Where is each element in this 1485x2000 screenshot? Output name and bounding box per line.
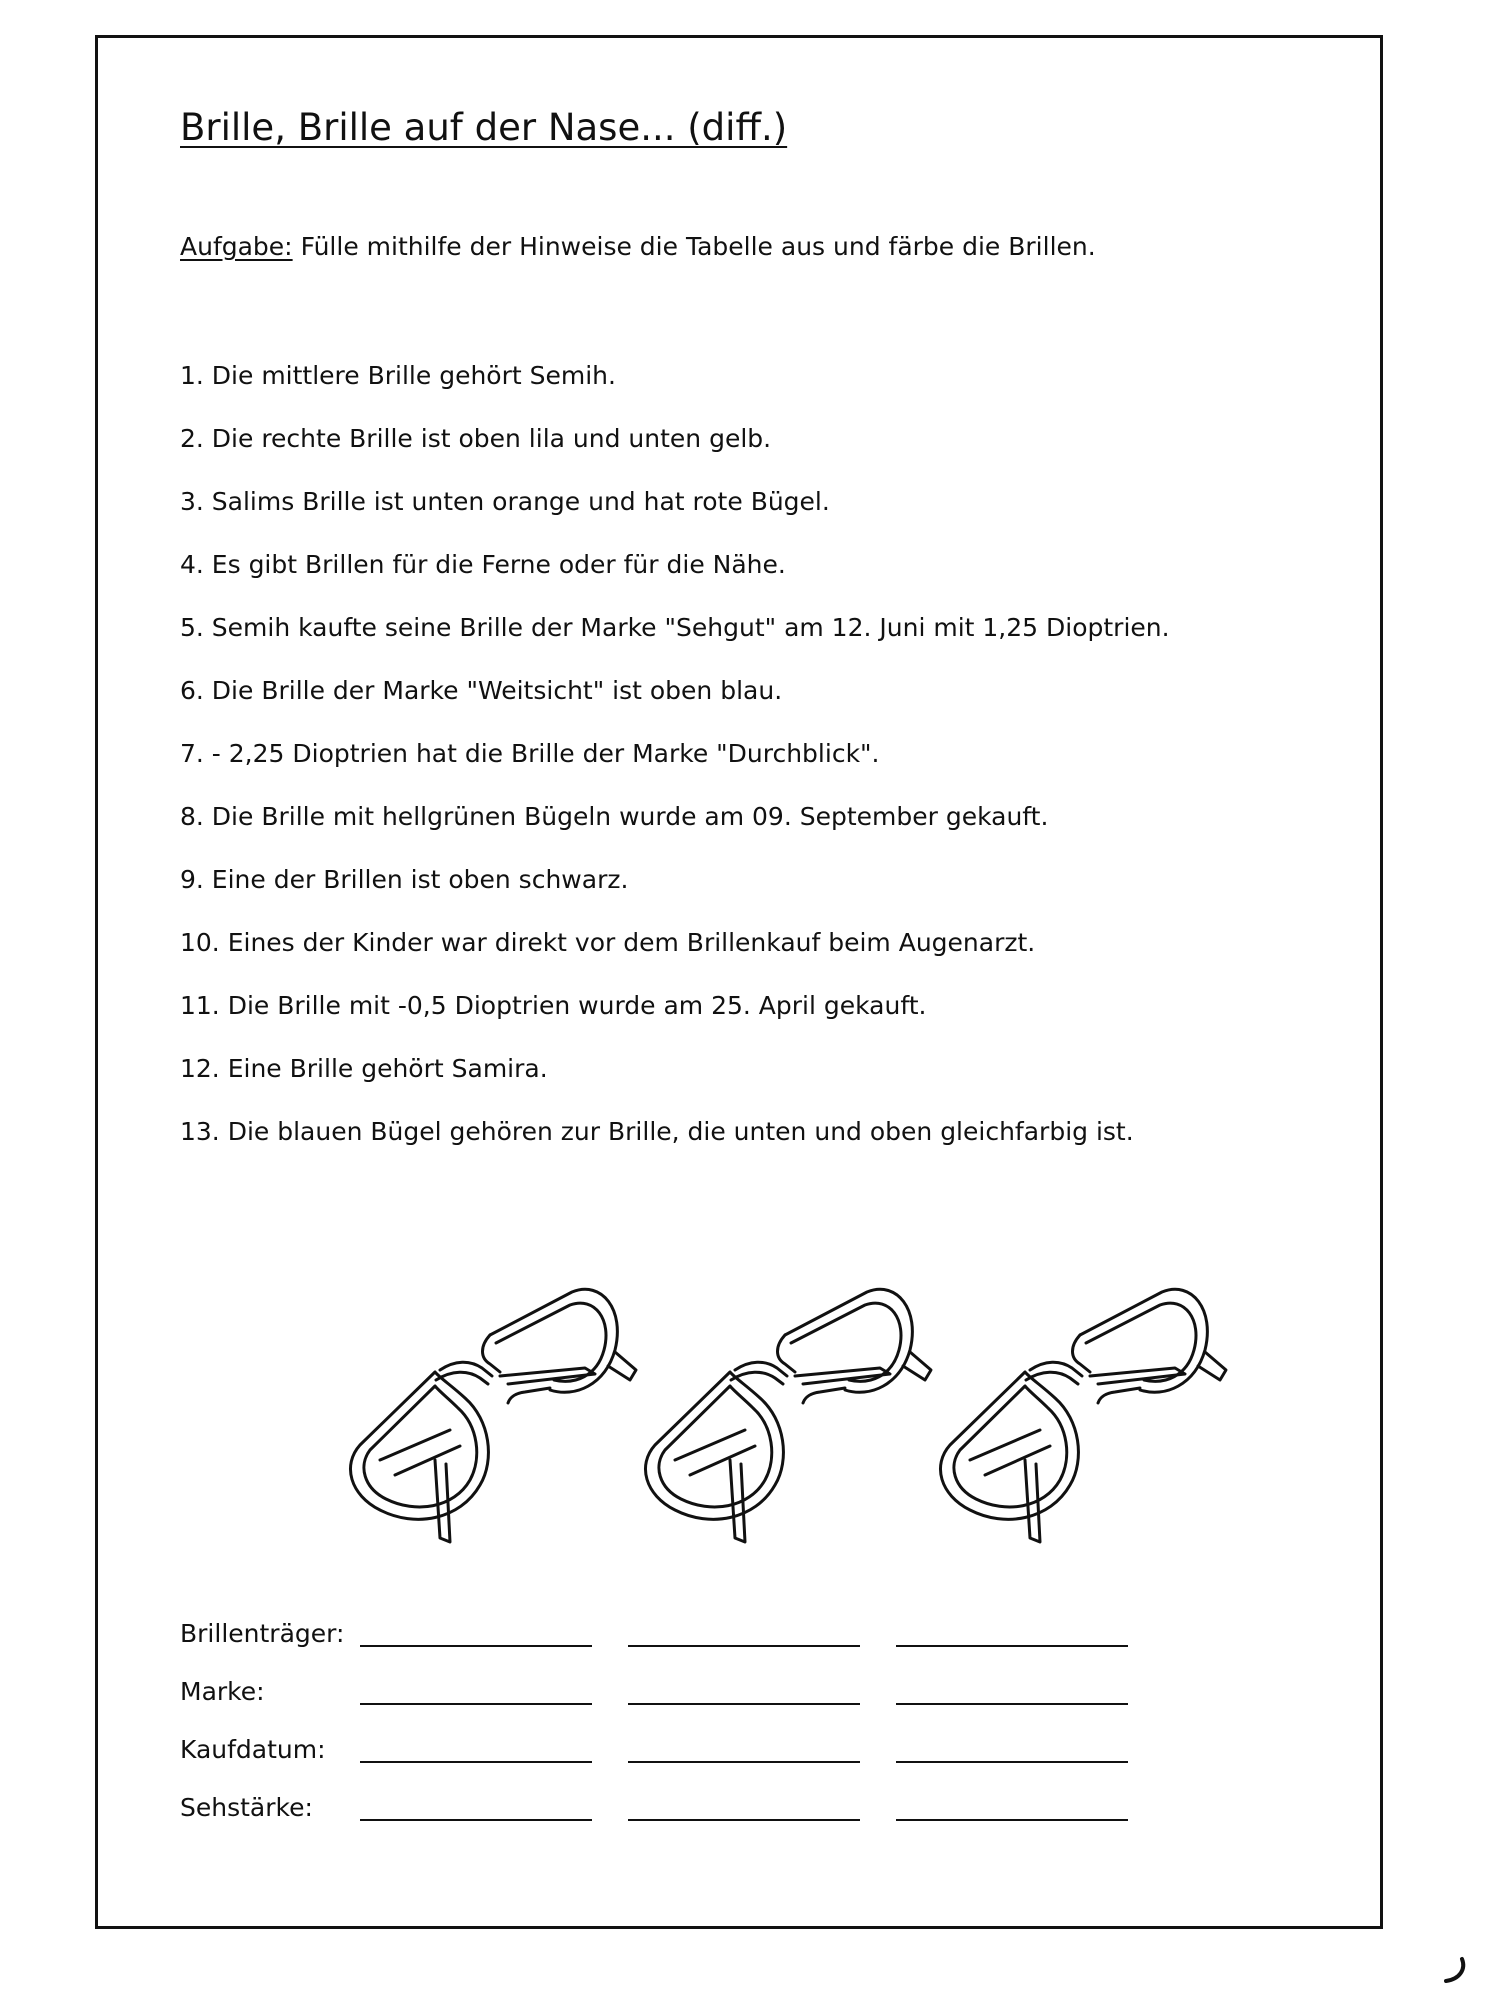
hint-item: 2. Die rechte Brille ist oben lila und unten gelb. <box>180 424 772 453</box>
page-curl-icon <box>1440 1955 1470 1985</box>
hint-item: 7. - 2,25 Dioptrien hat die Brille der Marke "Durchblick". <box>180 739 880 768</box>
answer-blank[interactable] <box>360 1819 592 1821</box>
answer-blank[interactable] <box>896 1703 1128 1705</box>
hint-item: 10. Eines der Kinder war direkt vor dem Brillenkauf beim Augenarzt. <box>180 928 1036 957</box>
answer-blank[interactable] <box>360 1645 592 1647</box>
task-instruction <box>180 232 1096 261</box>
hint-item: 5. Semih kaufte seine Brille der Marke "Sehgut" am 12. Juni mit 1,25 Dioptrien. <box>180 613 1170 642</box>
form-label: Marke: <box>180 1677 265 1706</box>
glasses-icon-middle[interactable] <box>635 1280 935 1560</box>
answer-blank[interactable] <box>628 1819 860 1821</box>
form-label: Kaufdatum: <box>180 1735 326 1764</box>
worksheet-title: Brille, Brille auf der Nase... (diff.) <box>180 106 788 149</box>
hint-item: 12. Eine Brille gehört Samira. <box>180 1054 548 1083</box>
hint-item: 8. Die Brille mit hellgrünen Bügeln wurde am 09. September gekauft. <box>180 802 1049 831</box>
answer-blank[interactable] <box>360 1761 592 1763</box>
form-label: Sehstärke: <box>180 1793 313 1822</box>
hint-list <box>180 358 1170 1177</box>
task-label: Aufgabe: <box>180 232 293 261</box>
glasses-row <box>340 1280 1260 1560</box>
hint-item: 13. Die blauen Bügel gehören zur Brille, die unten und oben gleichfarbig ist. <box>180 1117 1134 1146</box>
hint-item: 4. Es gibt Brillen für die Ferne oder für die Nähe. <box>180 550 786 579</box>
glasses-icon-left[interactable] <box>340 1280 640 1560</box>
hint-item: 6. Die Brille der Marke "Weitsicht" ist oben blau. <box>180 676 783 705</box>
answer-blank[interactable] <box>896 1645 1128 1647</box>
answer-blank[interactable] <box>628 1645 860 1647</box>
hint-item: 1. Die mittlere Brille gehört Semih. <box>180 361 616 390</box>
answer-blank[interactable] <box>628 1703 860 1705</box>
answer-blank[interactable] <box>896 1761 1128 1763</box>
form-label: Brillenträger: <box>180 1619 345 1648</box>
hint-item: 3. Salims Brille ist unten orange und hat rote Bügel. <box>180 487 830 516</box>
hint-item: 9. Eine der Brillen ist oben schwarz. <box>180 865 629 894</box>
answer-blank[interactable] <box>360 1703 592 1705</box>
task-text: Fülle mithilfe der Hinweise die Tabelle aus und färbe die Brillen. <box>292 232 1096 261</box>
glasses-icon-right[interactable] <box>930 1280 1230 1560</box>
answer-blank[interactable] <box>628 1761 860 1763</box>
answer-blank[interactable] <box>896 1819 1128 1821</box>
hint-item: 11. Die Brille mit -0,5 Dioptrien wurde am 25. April gekauft. <box>180 991 927 1020</box>
